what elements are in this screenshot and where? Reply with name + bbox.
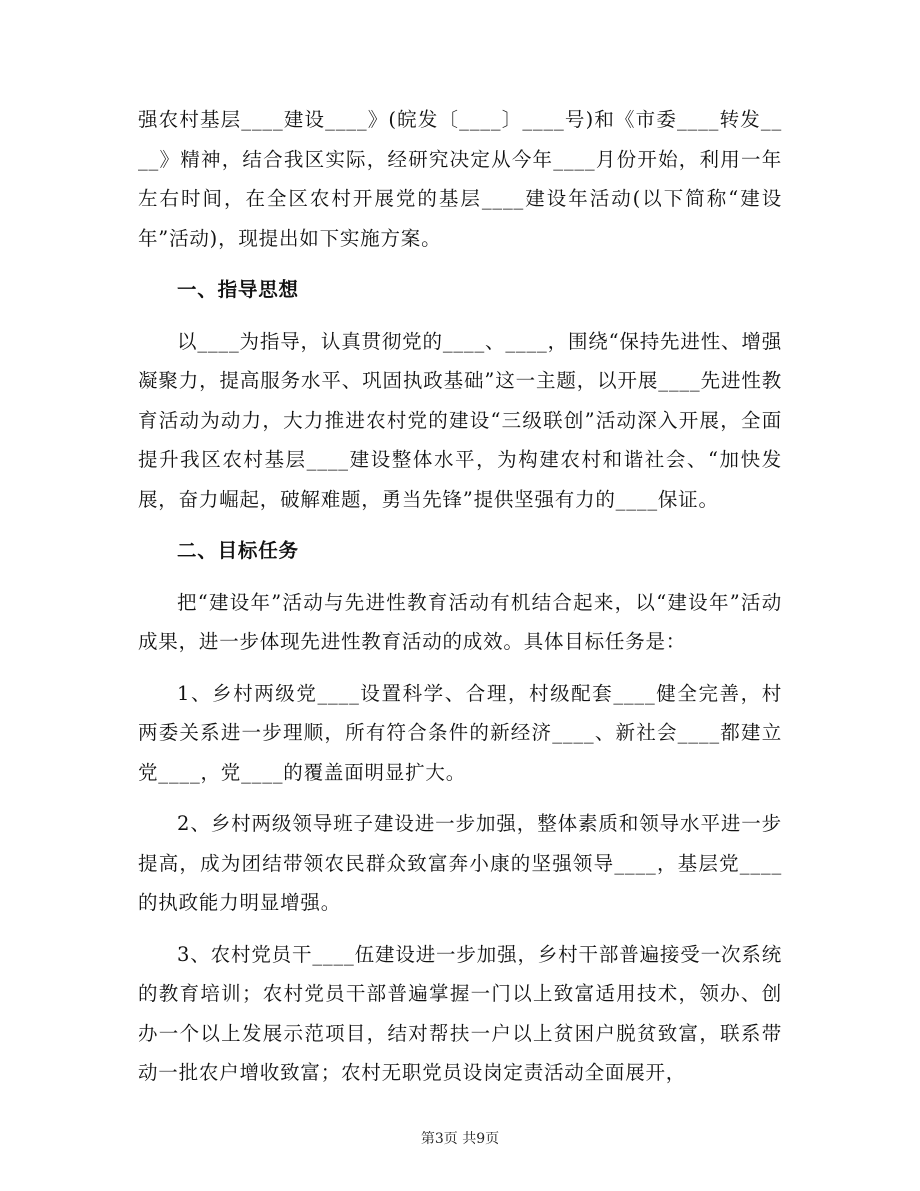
section-heading-guiding-ideology: 一、指导思想 [177,278,299,301]
paragraph-objective-3: 3、农村党员干____伍建设进一步加强，乡村干部普遍接受一次系统的教育培训；农村党员干部普遍掌握一门以上致富适用技术，领办、创办一个以上发展示范项目，结对帮扶一户以上贫困户脱贫致富，联系带动一批农户增收致富；农村无职党员设岗定责活动全面展开， [138,942,782,1084]
paragraph-objectives-intro: 把“建设年”活动与先进性教育活动有机结合起来，以“建设年”活动成果，进一步体现先进性教育活动的成效。具体目标任务是： [138,590,782,653]
paragraph-intro: 强农村基层____建设____》(皖发〔____〕____号)和《市委____转发____》精神，结合我区实际，经研究决定从今年____月份开始，利用一年左右时间，在全区农村开展党的基层____建设年活动(以下简称“建设年”活动)，现提出如下实施方案。 [138,108,782,250]
paragraph-objective-1: 1、乡村两级党____设置科学、合理，村级配套____健全完善，村两委关系进一步理顺，所有符合条件的新经济____、新社会____都建立党____，党____的覆盖面明显扩大。 [138,681,782,784]
document-body [138,100,782,1093]
paragraph-guiding-ideology: 以____为指导，认真贯彻党的____、____，围绕“保持先进性、增强凝聚力，提高服务水平、巩固执政基础”这一主题，以开展____先进性教育活动为动力，大力推进农村党的建设“三级联创”活动深入开展，全面提升我区农村基层____建设整体水平，为构建农村和谐社会、“加快发展，奋力崛起，破解难题，勇当先锋”提供坚强有力的____保证。 [138,329,782,511]
paragraph-objective-2: 2、乡村两级领导班子建设进一步加强，整体素质和领导水平进一步提高，成为团结带领农民群众致富奔小康的坚强领导____，基层党____的执政能力明显增强。 [138,812,782,914]
section-heading-objectives: 二、目标任务 [177,539,299,562]
page-number: 第3页 共9页 [420,1131,500,1147]
